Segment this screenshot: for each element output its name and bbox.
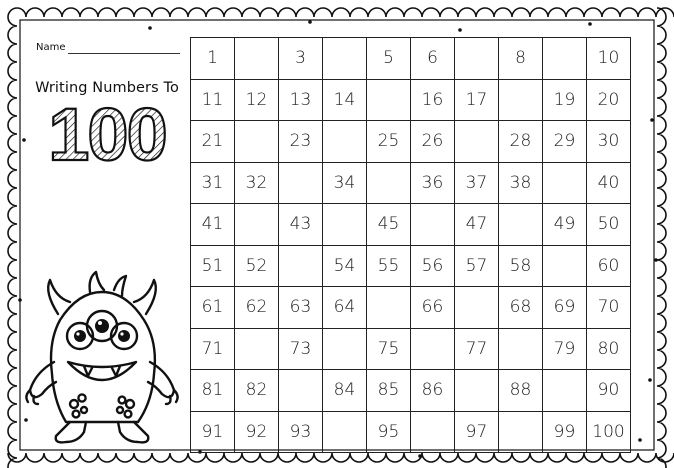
- number-cell: 30: [587, 121, 631, 163]
- number-cell: 85: [367, 370, 411, 412]
- grid-row: [191, 370, 631, 412]
- blank-cell[interactable]: [235, 328, 279, 370]
- number-cell: 70: [587, 287, 631, 329]
- worksheet-title: Writing Numbers To: [35, 80, 179, 96]
- number-cell: 92: [235, 411, 279, 453]
- number-cell: 86: [411, 370, 455, 412]
- number-cell: 31: [191, 162, 235, 204]
- number-cell: 57: [455, 245, 499, 287]
- number-cell: 51: [191, 245, 235, 287]
- number-cell: 8: [499, 38, 543, 80]
- number-cell: 68: [499, 287, 543, 329]
- number-cell: 12: [235, 79, 279, 121]
- blank-cell[interactable]: [411, 204, 455, 246]
- number-cell: 19: [543, 79, 587, 121]
- number-cell: 55: [367, 245, 411, 287]
- number-cell: 75: [367, 328, 411, 370]
- number-cell: 54: [323, 245, 367, 287]
- number-cell: 6: [411, 38, 455, 80]
- grid-row: [191, 411, 631, 453]
- number-cell: 21: [191, 121, 235, 163]
- number-cell: 10: [587, 38, 631, 80]
- number-cell: 26: [411, 121, 455, 163]
- blank-cell[interactable]: [279, 245, 323, 287]
- blank-cell[interactable]: [543, 245, 587, 287]
- number-cell: 77: [455, 328, 499, 370]
- number-cell: 28: [499, 121, 543, 163]
- number-cell: 45: [367, 204, 411, 246]
- number-cell: 71: [191, 328, 235, 370]
- blank-cell[interactable]: [499, 328, 543, 370]
- grid-row: [191, 328, 631, 370]
- blank-cell[interactable]: [499, 79, 543, 121]
- number-cell: 60: [587, 245, 631, 287]
- number-cell: 97: [455, 411, 499, 453]
- number-cell: 11: [191, 79, 235, 121]
- blank-cell[interactable]: [235, 204, 279, 246]
- number-cell: 23: [279, 121, 323, 163]
- blank-cell[interactable]: [323, 121, 367, 163]
- blank-cell[interactable]: [411, 328, 455, 370]
- number-cell: 88: [499, 370, 543, 412]
- number-cell: 61: [191, 287, 235, 329]
- blank-cell[interactable]: [543, 162, 587, 204]
- blank-cell[interactable]: [411, 411, 455, 453]
- number-cell: 50: [587, 204, 631, 246]
- number-cell: 49: [543, 204, 587, 246]
- number-cell: 80: [587, 328, 631, 370]
- blank-cell[interactable]: [455, 121, 499, 163]
- number-cell: 25: [367, 121, 411, 163]
- number-cell: 82: [235, 370, 279, 412]
- blank-cell[interactable]: [279, 162, 323, 204]
- number-cell: 41: [191, 204, 235, 246]
- grid-row: [191, 121, 631, 163]
- number-cell: 58: [499, 245, 543, 287]
- number-cell: 32: [235, 162, 279, 204]
- number-cell: 37: [455, 162, 499, 204]
- blank-cell[interactable]: [367, 162, 411, 204]
- grid-row: [191, 245, 631, 287]
- number-cell: 93: [279, 411, 323, 453]
- blank-cell[interactable]: [499, 204, 543, 246]
- number-cell: 29: [543, 121, 587, 163]
- number-cell: 20: [587, 79, 631, 121]
- number-cell: 5: [367, 38, 411, 80]
- number-cell: 52: [235, 245, 279, 287]
- number-cell: 64: [323, 287, 367, 329]
- svg-text:100: 100: [48, 98, 166, 170]
- number-cell: 99: [543, 411, 587, 453]
- blank-cell[interactable]: [323, 411, 367, 453]
- hundreds-chart: [190, 37, 631, 453]
- blank-cell[interactable]: [543, 370, 587, 412]
- number-cell: 34: [323, 162, 367, 204]
- number-cell: 100: [587, 411, 631, 453]
- blank-cell[interactable]: [455, 370, 499, 412]
- blank-cell[interactable]: [235, 38, 279, 80]
- number-cell: 14: [323, 79, 367, 121]
- number-cell: 1: [191, 38, 235, 80]
- number-cell: 40: [587, 162, 631, 204]
- blank-cell[interactable]: [323, 328, 367, 370]
- grid-row: [191, 38, 631, 80]
- number-cell: 56: [411, 245, 455, 287]
- number-cell: 3: [279, 38, 323, 80]
- number-cell: 79: [543, 328, 587, 370]
- blank-cell[interactable]: [323, 204, 367, 246]
- number-cell: 95: [367, 411, 411, 453]
- big-number-100: [42, 98, 172, 170]
- number-cell: 36: [411, 162, 455, 204]
- grid-row: [191, 287, 631, 329]
- number-cell: 84: [323, 370, 367, 412]
- grid-row: [191, 162, 631, 204]
- number-cell: 38: [499, 162, 543, 204]
- blank-cell[interactable]: [279, 370, 323, 412]
- blank-cell[interactable]: [543, 38, 587, 80]
- blank-cell[interactable]: [367, 79, 411, 121]
- grid-row: [191, 79, 631, 121]
- number-cell: 63: [279, 287, 323, 329]
- blank-cell[interactable]: [455, 38, 499, 80]
- name-label: Name: [36, 42, 66, 53]
- number-cell: 17: [455, 79, 499, 121]
- number-cell: 43: [279, 204, 323, 246]
- number-cell: 81: [191, 370, 235, 412]
- number-cell: 91: [191, 411, 235, 453]
- grid-row: [191, 204, 631, 246]
- number-cell: 47: [455, 204, 499, 246]
- number-cell: 73: [279, 328, 323, 370]
- blank-cell[interactable]: [235, 121, 279, 163]
- number-cell: 66: [411, 287, 455, 329]
- number-cell: 69: [543, 287, 587, 329]
- blank-cell[interactable]: [367, 287, 411, 329]
- blank-cell[interactable]: [499, 411, 543, 453]
- number-cell: 90: [587, 370, 631, 412]
- number-cell: 13: [279, 79, 323, 121]
- number-cell: 16: [411, 79, 455, 121]
- blank-cell[interactable]: [455, 287, 499, 329]
- blank-cell[interactable]: [323, 38, 367, 80]
- number-cell: 62: [235, 287, 279, 329]
- name-input-line[interactable]: [68, 53, 180, 54]
- monster-icon: [18, 262, 186, 452]
